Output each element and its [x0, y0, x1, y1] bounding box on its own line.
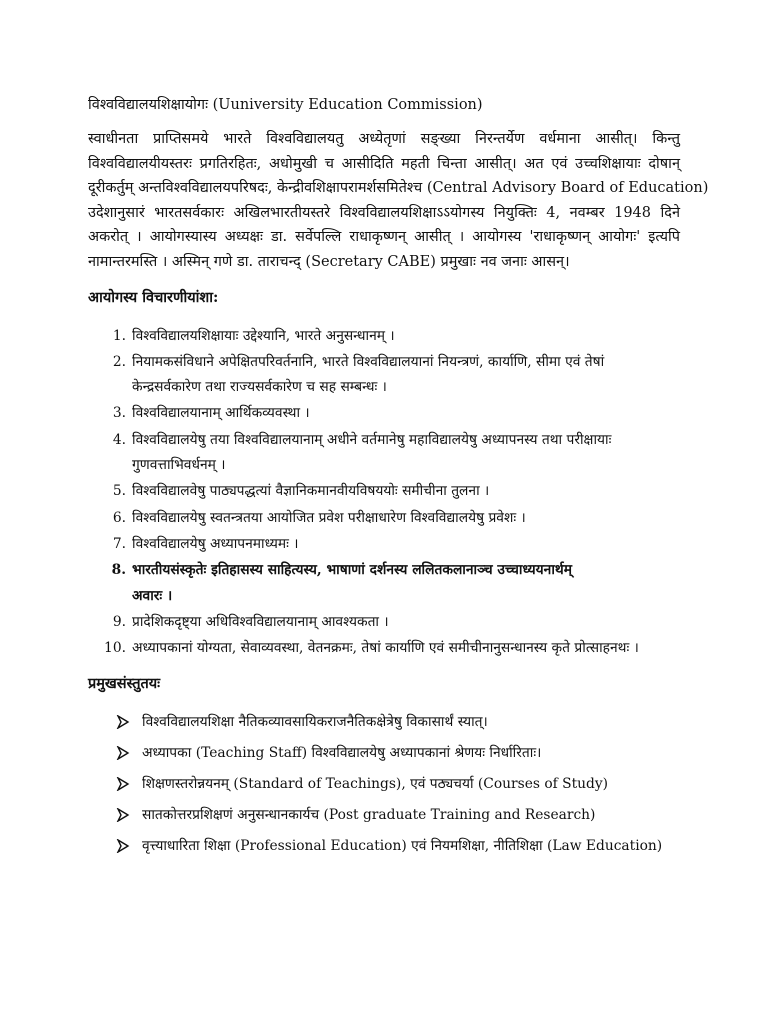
recommendation-text: वृत्त्याधारिता शिक्षा (Professional Education) एवं नियमशिक्षा, नीतिशिक्षा (Law Education) — [142, 838, 663, 855]
intro-line: अकरोत् । आयोगस्यास्य अध्यक्षः डा. सर्वेपल्लि राधाकृष्णन् आसीत् । आयोगस्य 'राधाकृष्णन् आयोगः' इत्यपि — [88, 229, 680, 246]
recommendation-text: सातकोत्तरप्रशिक्षणं अनुसन्धानकार्यच (Post graduate Training and Research) — [142, 807, 596, 824]
list-item-number: 4. — [112, 431, 126, 448]
terms-list-item — [88, 350, 680, 401]
list-item-line: विश्वविद्यालवेषु पाठ्यपद्धत्यां वैज्ञानिकमानवीयविषययोः समीचीना तुलना । — [132, 483, 490, 500]
recommendation-text: अध्यापका (Teaching Staff) विश्वविद्यालयेषु अध्यापकानां श्रेणयः निर्धारिताः। — [142, 745, 542, 762]
arrow-bullet-icon — [116, 808, 142, 822]
list-item-number: 9. — [112, 613, 126, 630]
list-item-line: अवारः । — [132, 587, 173, 604]
list-item-text — [132, 558, 680, 609]
list-item-text — [132, 610, 680, 635]
list-item-line: प्रादेशिकदृष्ट्या अधिविश्वविद्यालयानाम् आवश्यकता । — [132, 613, 389, 630]
list-item-text — [132, 479, 680, 504]
recommendation-item — [88, 710, 680, 734]
recommendation-item — [88, 834, 680, 858]
list-item-number: 10. — [104, 640, 126, 657]
recommendations-heading: प्रमुखसंस्तुतयः — [88, 675, 161, 693]
recommendation-text: विश्वविद्यालयशिक्षा नैतिकव्यावसायिकराजनैतिकक्षेत्रेषु विकासार्थं स्यात्। — [142, 714, 488, 731]
list-item-line: विश्वविद्यालयेषु अध्यापनमाध्यमः । — [132, 535, 299, 552]
intro-line: दूरीकर्तुम् अन्तविश्वविद्यालयपरिषदः, केन्द्रीवशिक्षापरामर्शसमितेश्च (Central Advisory Board of Education) — [88, 180, 709, 197]
terms-list-item — [88, 558, 680, 609]
terms-list-item — [88, 428, 680, 479]
terms-list-item — [88, 532, 680, 557]
terms-list-item — [88, 506, 680, 531]
list-item-line: विश्वविद्यालयेषु स्वतन्त्रतया आयोजित प्रवेश परीक्षाधारेण विश्वविद्यालयेषु प्रवेशः । — [132, 509, 526, 526]
list-item-number: 1. — [112, 327, 126, 344]
list-item-text — [132, 428, 680, 479]
intro-line: उदेशानुसारं भारतसर्वकारः अखिलभारतीयस्तरे विश्वविद्यालयशिक्षाऽऽयोगस्य नियुक्तिः 4, नवम्बर 1948 दिने — [88, 204, 680, 221]
arrow-bullet-icon — [116, 715, 142, 729]
list-item-line: भारतीयसंस्कृतेः इतिहासस्य साहित्यस्य, भाषाणां दर्शनस्य ललितकलानाञ्च उच्चाध्ययनार्थम् — [132, 562, 572, 579]
terms-list-item — [88, 324, 680, 349]
list-item-number: 3. — [112, 405, 126, 422]
list-item-line: अध्यापकानां योग्यता, सेवाव्यवस्था, वेतनक्रमः, तेषां कार्याणि एवं समीचीनानुसन्धानस्य कृते प्रोत्साहनथः । — [132, 640, 639, 657]
intro-line: स्वाधीनता प्राप्तिसमये भारते विश्वविद्यालयतु अध्येतृणां सङ्ख्या निरन्तर्येण वर्धमाना आसीत्। किन्तु — [88, 131, 680, 147]
list-item-text — [132, 350, 680, 401]
document-title: विश्वविद्यालयशिक्षायोगः (Uuniversity Education Commission) — [88, 97, 483, 113]
list-item-text — [132, 324, 680, 349]
arrow-bullet-icon — [116, 746, 142, 760]
arrow-bullet-icon — [116, 777, 142, 791]
intro-line: विश्वविद्यालयीयस्तरः प्रगतिरहितः, अधोमुखी च आसीदिति महती चिन्ता आसीत्। अत एवं उच्चशिक्षायाः दोषान् — [88, 155, 680, 172]
list-item-text — [132, 636, 680, 661]
list-item-number: 7. — [112, 535, 126, 552]
terms-list-item — [88, 401, 680, 426]
recommendation-item — [88, 803, 680, 827]
terms-list-item — [88, 479, 680, 504]
terms-list — [88, 324, 680, 662]
list-item-line: विश्वविद्यालयेषु तया विश्वविद्यालयानाम् अधीने वर्तमानेषु महाविद्यालयेषु अध्यापनस्य तथा परीक्षायाः — [132, 431, 612, 448]
intro-paragraph — [88, 127, 709, 275]
list-item-line: विश्वविद्यालयानाम् आर्थिकव्यवस्था । — [132, 405, 310, 422]
list-item-line: नियामकसंविधाने अपेक्षितपरिवर्तनानि, भारते विश्वविद्यालयानां नियन्त्रणं, कार्याणि, सीमा एवं तेषां — [132, 353, 605, 370]
list-item-number: 8. — [111, 562, 126, 579]
terms-list-item — [88, 610, 680, 635]
recommendation-item — [88, 772, 680, 796]
list-item-line: गुणवत्ताभिवर्धनम् । — [132, 457, 226, 474]
list-item-line: केन्द्रसर्वकारेण तथा राज्यसर्वकारेण च सह सम्बन्धः । — [132, 379, 387, 396]
recommendations-list — [88, 710, 680, 858]
intro-line: नामान्तरमस्ति । अस्मिन् गणे डा. ताराचन्द् (Secretary CABE) प्रमुखाः नव जनाः आसन्। — [88, 253, 570, 270]
terms-list-item — [88, 636, 680, 661]
list-item-text — [132, 401, 680, 426]
list-item-number: 5. — [112, 483, 126, 500]
list-item-text — [132, 506, 680, 531]
list-item-text — [132, 532, 680, 557]
list-item-number: 2. — [112, 353, 126, 370]
terms-heading: आयोगस्य विचारणीयांशा: — [88, 288, 219, 306]
arrow-bullet-icon — [116, 839, 142, 853]
recommendation-text: शिक्षणस्तरोन्नयनम् (Standard of Teachings), एवं पठ्यचर्या (Courses of Study) — [142, 776, 609, 793]
recommendation-item — [88, 741, 680, 765]
list-item-number: 6. — [112, 509, 126, 526]
list-item-line: विश्वविद्यालयशिक्षायाः उद्देश्यानि, भारते अनुसन्धानम् । — [132, 327, 395, 344]
